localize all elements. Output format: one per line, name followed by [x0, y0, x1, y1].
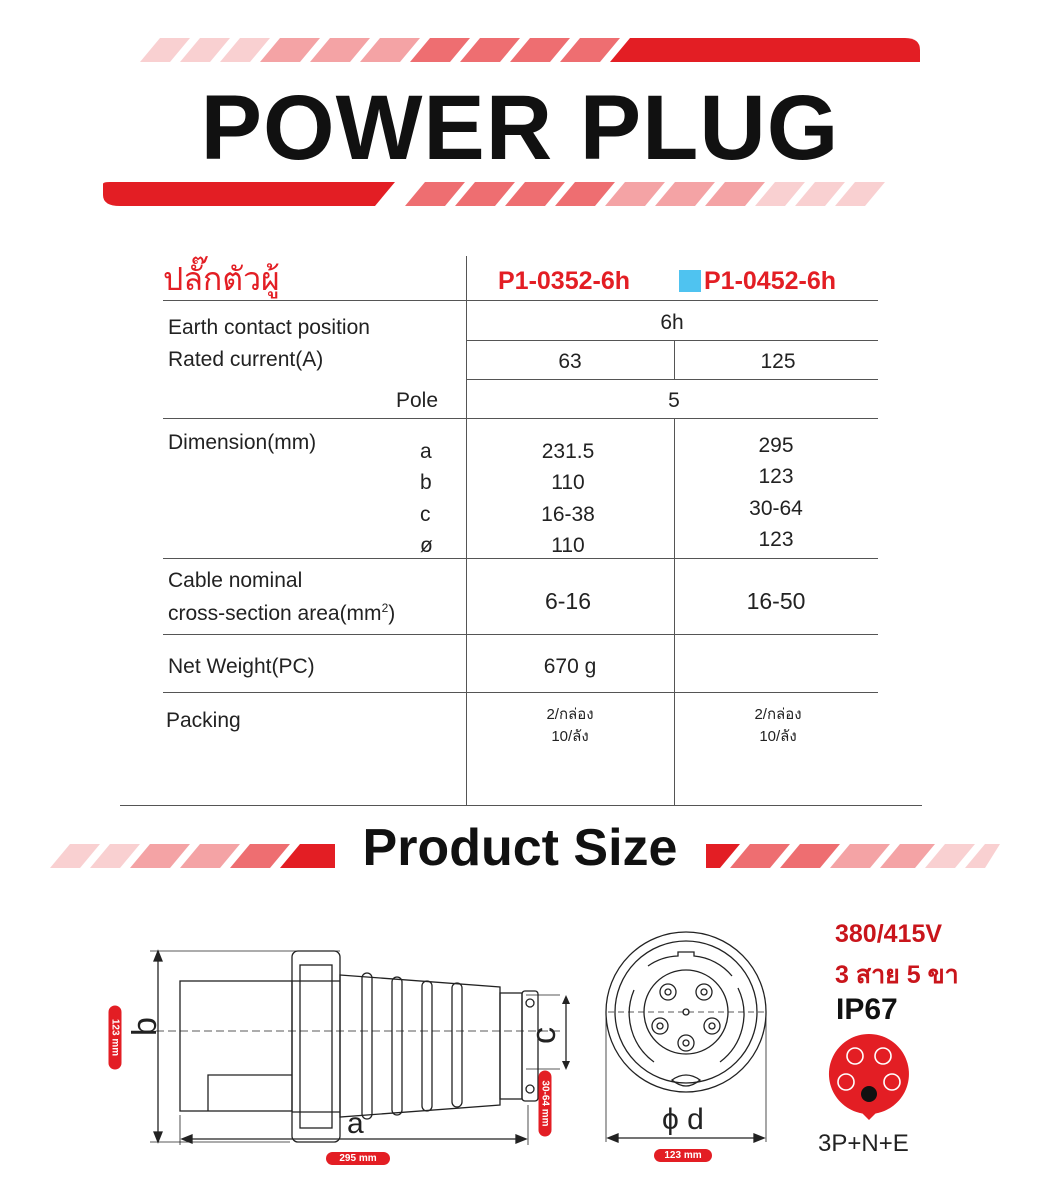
cable-label-line1: Cable nominal: [168, 569, 303, 592]
dimension-c-1: 16-38: [541, 503, 595, 526]
table-line: [120, 805, 922, 806]
table-line: [163, 558, 878, 559]
pole-label: Pole: [396, 389, 439, 412]
plug-side-view-drawing: [100, 935, 560, 1175]
packing-col1-line2: 10/ลัง: [551, 728, 589, 745]
cable-label-sup: 2: [381, 601, 389, 615]
page-title: POWER PLUG: [200, 77, 840, 179]
cable-label-text: cross-section area(mm: [168, 602, 382, 625]
cable-label-line2: [168, 601, 395, 626]
weight-label: Net Weight(PC): [168, 655, 315, 678]
ip-rating: IP67: [836, 993, 898, 1026]
product-type-heading: ปลั๊กตัวผู้: [163, 261, 280, 297]
weight-value-1: 670 g: [543, 655, 597, 678]
badge-b: 123 mm: [109, 1006, 122, 1070]
table-line: [466, 340, 878, 341]
model-1-label: P1-0352-6h: [498, 267, 631, 295]
dimension-b-1: 110: [551, 471, 585, 494]
packing-col2: [674, 704, 882, 748]
rated-current-label: Rated current(A): [168, 348, 324, 371]
dimension-a-2: 295: [758, 434, 794, 457]
cable-value-2: 16-50: [746, 588, 806, 614]
rated-current-value-1: 63: [558, 350, 582, 373]
voltage-spec: 380/415V: [835, 920, 943, 948]
packing-col1-line1: 2/กล่อง: [546, 706, 594, 723]
model-2-swatch: [679, 270, 701, 292]
badge-a: 295 mm: [326, 1152, 390, 1165]
table-line: [163, 300, 878, 301]
dimension-label: Dimension(mm): [168, 431, 317, 454]
packing-label: Packing: [166, 709, 241, 732]
dimension-key-b: b: [420, 471, 432, 494]
label-c: c: [525, 1027, 563, 1044]
label-a: a: [347, 1107, 364, 1140]
table-line: [163, 692, 878, 693]
packing-col2-line2: 10/ลัง: [759, 728, 797, 745]
packing-col2-line1: 2/กล่อง: [754, 706, 802, 723]
dimension-key-phi: ø: [420, 534, 433, 557]
pole-config: 3P+N+E: [818, 1130, 909, 1157]
table-line: [163, 418, 878, 419]
dimension-b-2: 123: [758, 465, 794, 488]
dimension-phi-1: 110: [551, 534, 585, 557]
dimension-key-c: c: [420, 503, 431, 526]
label-b: b: [125, 1017, 164, 1036]
wires-spec: 3 สาย 5 ขา: [835, 961, 959, 989]
packing-col1: [466, 704, 674, 748]
rated-current-value-2: 125: [760, 350, 796, 373]
label-d: d: [687, 1103, 704, 1136]
model-2-label: P1-0452-6h: [704, 267, 837, 295]
dimension-key-a: a: [420, 440, 432, 463]
table-line: [466, 379, 878, 380]
dimension-phi-2: 123: [758, 528, 794, 551]
table-line: [163, 634, 878, 635]
dimension-c-2: 30-64: [749, 497, 803, 520]
pole-value: 5: [668, 389, 680, 412]
socket-pin-icon: [824, 1030, 914, 1120]
badge-d: 123 mm: [654, 1149, 712, 1162]
earth-contact-label: Earth contact position: [168, 316, 370, 339]
product-size-title: Product Size: [362, 819, 678, 877]
dimension-a-1: 231.5: [541, 440, 595, 463]
badge-c: 30-64 mm: [539, 1071, 552, 1137]
cable-value-1: 6-16: [544, 588, 592, 614]
phi-symbol: ϕ: [662, 1103, 679, 1136]
earth-contact-value: 6h: [660, 311, 684, 334]
label-phi-d: [662, 1103, 704, 1137]
cable-label-close: ): [388, 602, 396, 625]
